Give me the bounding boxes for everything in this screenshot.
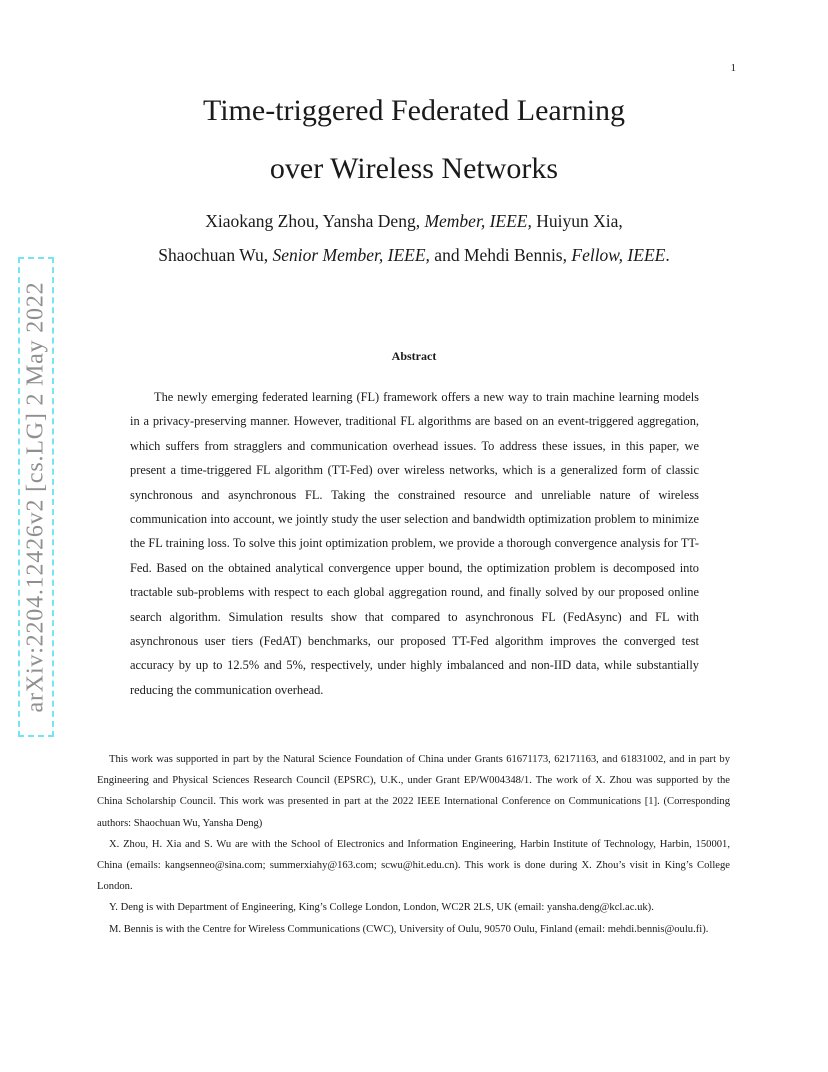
footnote-funding: This work was supported in part by the Natural Science Foundation of China under Grants 61671173, 62171163, and 61831002, and in part by Engineering and Physical Sciences Research Council (EPSRC), U.K., under Grant EP/W004348/1. The work of X. Zhou was supported by the China Scholarship Council. This work was presented in part at the 2022 IEEE International Conference on Communications [1]. (Corresponding authors: Shaochuan Wu, Yansha Deng) (97, 754, 730, 829)
footnotes (97, 749, 730, 940)
page-number: 1 (730, 62, 736, 74)
author-segment: Shaochuan Wu, (158, 245, 273, 265)
author-segment: . (665, 245, 670, 265)
author-title: Fellow, IEEE (571, 245, 666, 265)
arxiv-identifier: arXiv:2204.12426v2 [cs.LG] 2 May 2022 (22, 281, 49, 713)
title-line-2: over Wireless Networks (269, 152, 559, 185)
footnote-affiliation-hit: X. Zhou, H. Xia and S. Wu are with the School of Electronics and Information Engineering, Harbin Institute of Technology, Harbin, 150001, China (emails: kangsenneo@sina.com; summerxiahy@163.com; scwu@hit.edu.cn). This work is done during X. Zhou’s visit in King’s College London. (97, 838, 730, 893)
title-line-1: Time-triggered Federated Learning (202, 94, 626, 127)
footnote-affiliation-oulu: M. Bennis is with the Centre for Wireless Communications (CWC), University of Oulu, 90570 Oulu, Finland (email: mehdi.bennis@oulu.fi). (109, 923, 709, 935)
author-segment: Xiaokang Zhou, Yansha Deng, (205, 211, 425, 231)
arxiv-sidebar-stamp (18, 257, 54, 737)
author-list (0, 204, 828, 272)
author-segment: Huiyun Xia, (531, 211, 623, 231)
footnote-affiliation-kcl: Y. Deng is with Department of Engineering, King’s College London, London, WC2R 2LS, UK (email: yansha.deng@kcl.ac.uk). (109, 902, 654, 914)
author-line-2 (0, 238, 828, 272)
author-title: Senior Member, IEEE, (272, 245, 430, 265)
author-segment: and Mehdi Bennis, (429, 245, 572, 265)
abstract-heading: Abstract (391, 349, 437, 363)
abstract-body: The newly emerging federated learning (FL) framework offers a new way to train machine learning models in a privacy-preserving manner. However, traditional FL algorithms are based on an event-triggered aggregation, which suffers from stragglers and communication overhead issues. To address these issues, in this paper, we present a time-triggered FL algorithm (TT-Fed) over wireless networks, which is a generalized form of classic synchronous and asynchronous FL. Taking the constrained resource and unreliable nature of wireless communication into account, we jointly study the user selection and bandwidth optimization problem to minimize the FL training loss. To solve this joint optimization problem, we provide a thorough convergence analysis for TT-Fed. Based on the obtained analytical convergence upper bound, the optimization problem is decomposed into tractable sub-problems with respect to each global aggregation round, and finally solved by our proposed online search algorithm. Simulation results show that compared to asynchronous FL (FedAsync) and FL with asynchronous user tiers (FedAT) benchmarks, our proposed TT-Fed algorithm improves the converged test accuracy by up to 12.5% and 5%, respectively, under highly imbalanced and non-IID data, while substantially reducing the communication overhead. (130, 390, 699, 697)
author-title: Member, IEEE, (424, 211, 532, 231)
author-line-1 (0, 204, 828, 238)
paper-title (0, 82, 828, 198)
